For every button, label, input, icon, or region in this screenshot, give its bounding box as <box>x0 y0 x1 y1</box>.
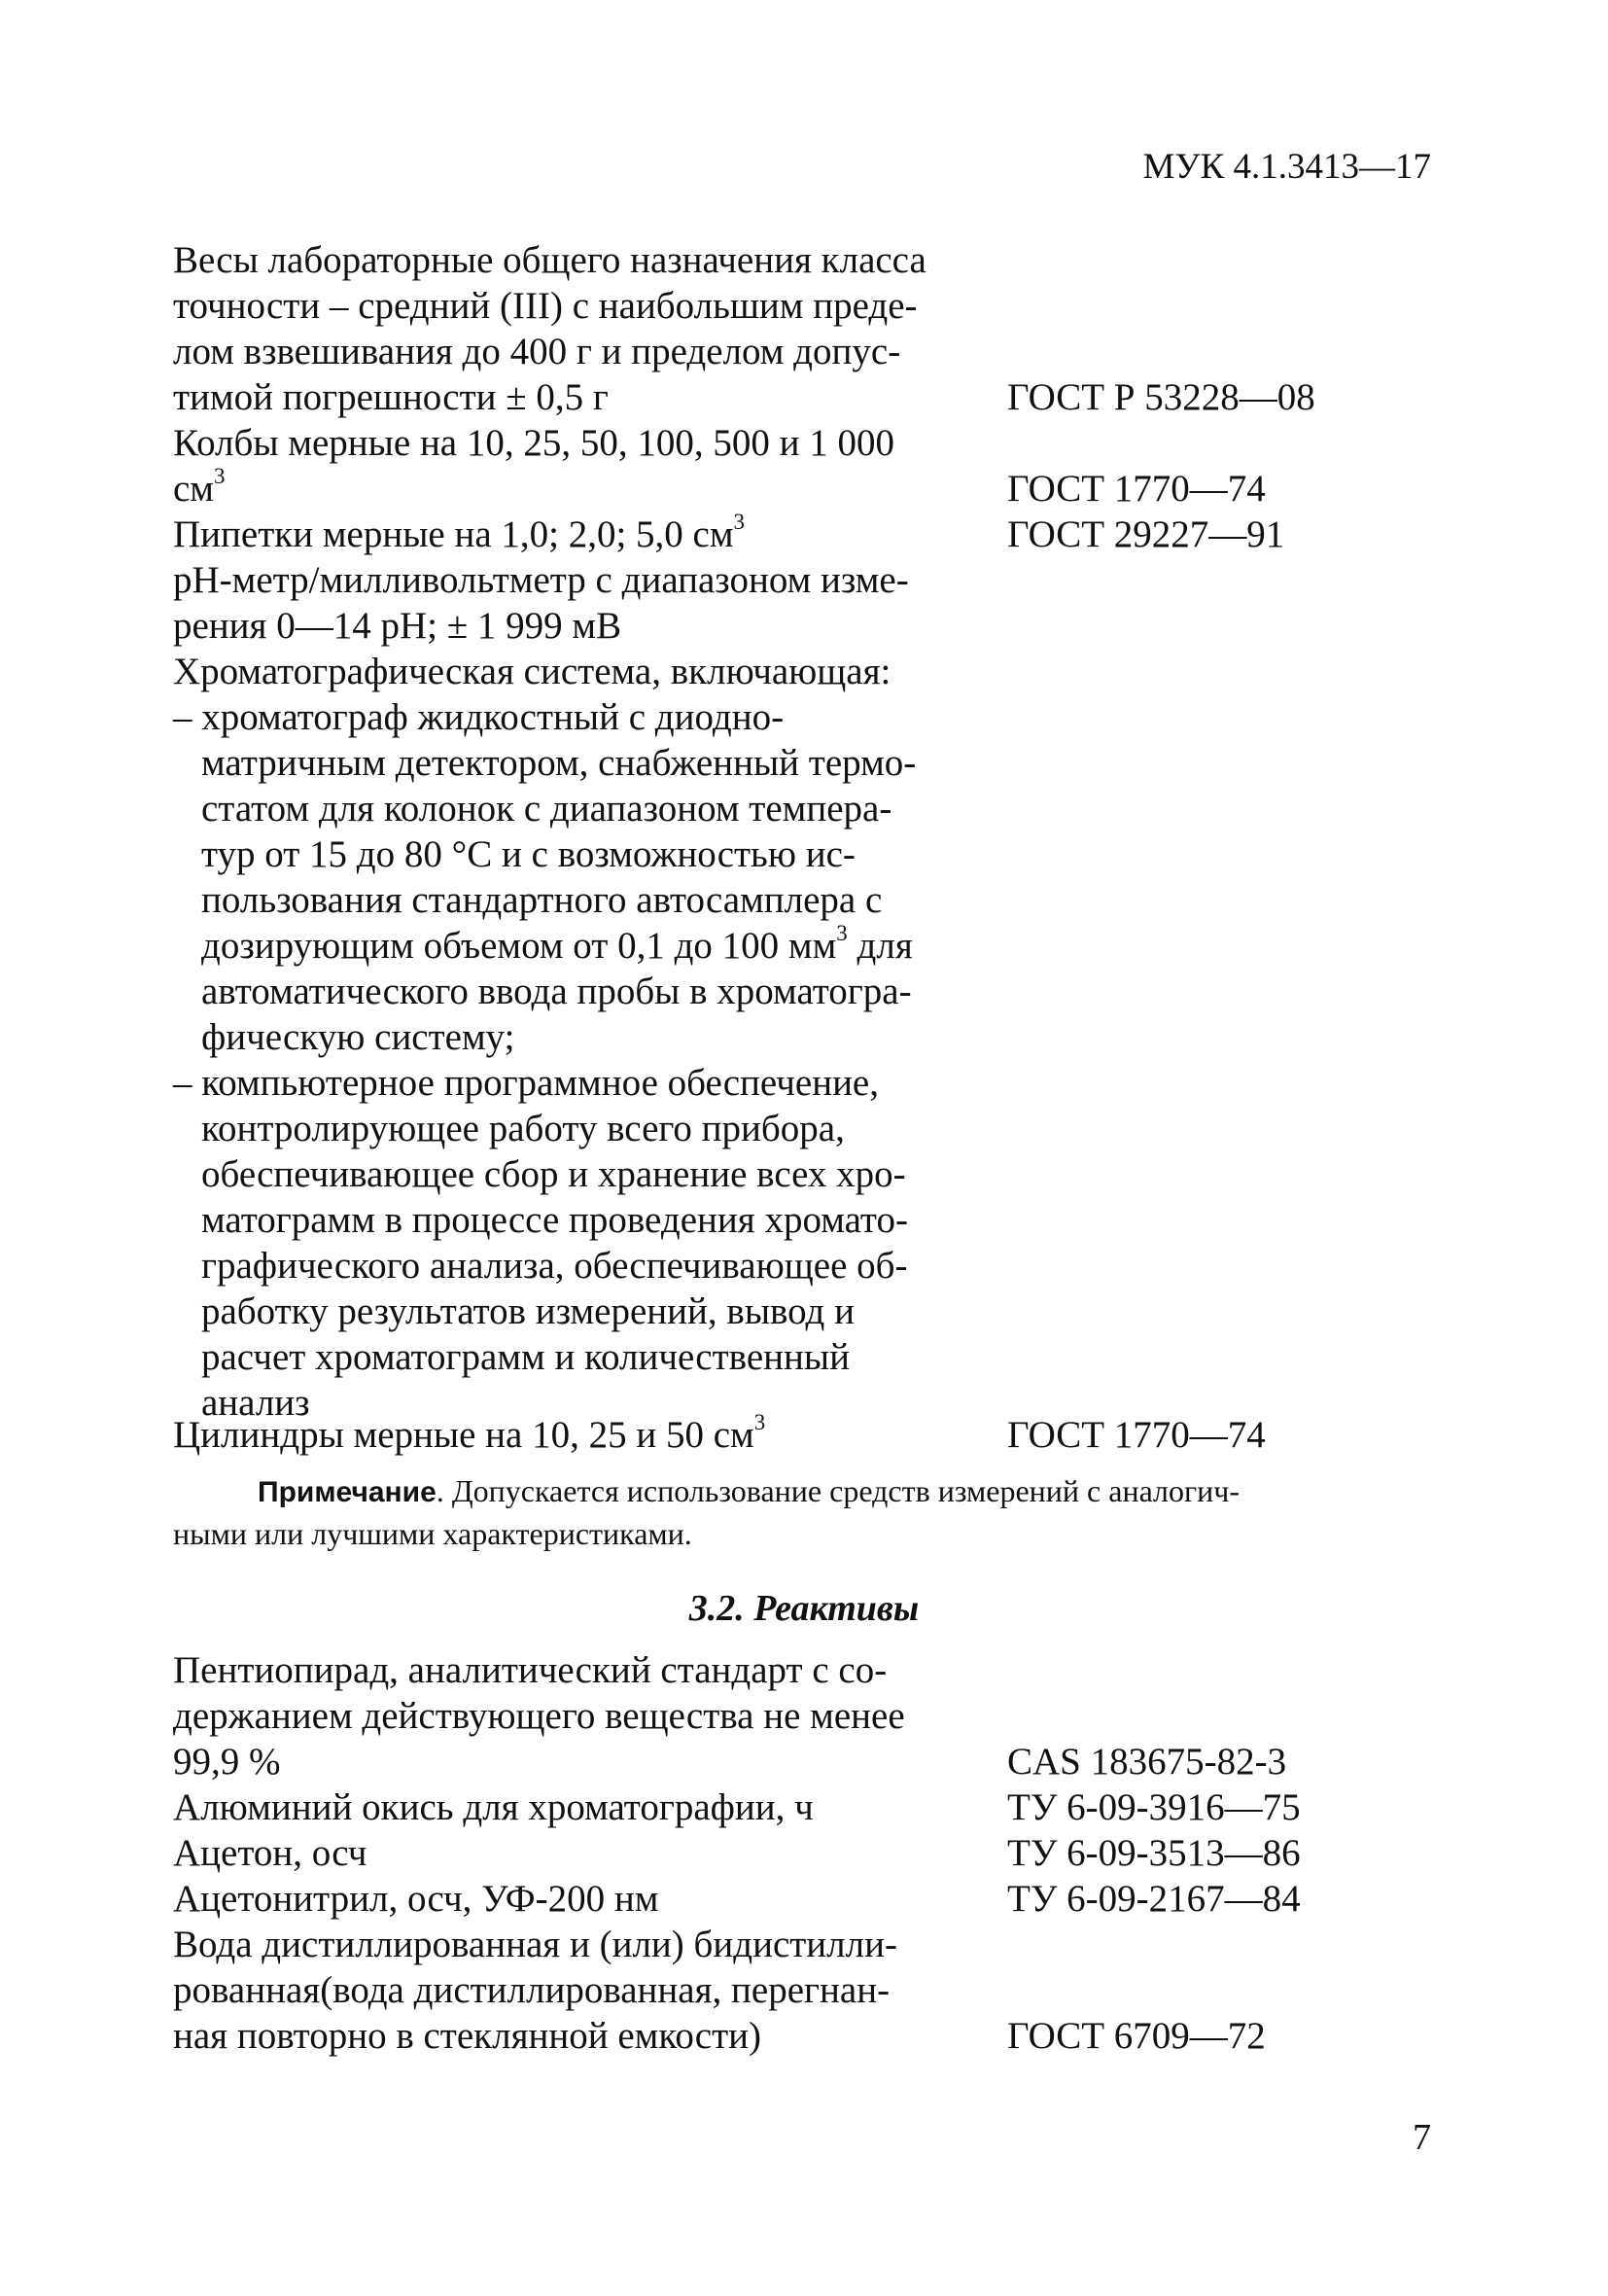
text-fragment: дозирующим объемом от 0,1 до 100 мм <box>201 925 837 967</box>
text-line: тимой погрешности ± 0,5 г <box>173 376 609 418</box>
superscript: 3 <box>836 921 848 945</box>
item-description <box>173 1784 1009 1830</box>
text-line: автоматического ввода пробы в хроматогра- <box>201 971 912 1012</box>
text-line: Хроматографическая система, включающая: <box>173 651 891 692</box>
item-description <box>173 237 1009 420</box>
reagent-item <box>173 1922 1437 2059</box>
text-line: лом взвешивания до 400 г и пределом допус- <box>173 331 901 372</box>
standard-reference: ГОСТ Р 53228—08 <box>1007 376 1315 418</box>
text-fragment: для <box>847 925 913 967</box>
reagent-item <box>173 1784 1437 1830</box>
item-description <box>173 1922 1009 2059</box>
item-description <box>173 694 1009 1243</box>
text-line: фическую систему; <box>201 1016 515 1058</box>
text-line: тур от 15 до 80 °С и с возможностью ис- <box>201 833 856 875</box>
text-line-with-unit <box>173 923 1009 969</box>
item-description <box>173 557 1009 649</box>
item-description <box>173 1412 1009 1458</box>
standard-reference: ГОСТ 1770—74 <box>1007 468 1266 510</box>
text-line: точности – средний (III) с наибольшим преде- <box>173 285 918 327</box>
note-text: . Допускается использование средств измерений с аналогич- <box>436 1473 1241 1508</box>
text-line: работку результатов измерений, вывод и <box>201 1290 856 1332</box>
standard-reference: ГОСТ 1770—74 <box>1007 1414 1266 1456</box>
standard-reference: CAS 183675-82-3 <box>1007 1741 1287 1783</box>
superscript: 3 <box>733 510 746 534</box>
text-line: Алюминий окись для хроматографии, ч <box>173 1786 814 1828</box>
text-line: рН-метр/милливольтметр с диапазоном изме- <box>173 559 909 601</box>
document-code: МУК 4.1.3413—17 <box>1142 147 1431 187</box>
item-description <box>173 649 1009 694</box>
text-line: рения 0—14 рН; ± 1 999 мВ <box>173 605 622 647</box>
standard-reference: ГОСТ 6709—72 <box>1007 2015 1266 2057</box>
note-label: Примечание <box>258 1476 437 1508</box>
item-description <box>173 1876 1009 1922</box>
text-line: ная повторно в стеклянной емкости) <box>173 2015 762 2057</box>
reagent-item <box>173 1876 1437 1922</box>
text-line: – компьютерное программное обеспечение, <box>173 1062 879 1104</box>
standard-reference: ТУ 6-09-2167—84 <box>1007 1878 1301 1920</box>
text-line: Ацетонитрил, осч, УФ-200 нм <box>173 1878 659 1920</box>
standard-reference: ГОСТ 29227—91 <box>1007 513 1285 555</box>
text-line: анализ <box>201 1382 310 1424</box>
text-line: Весы лабораторные общего назначения класса <box>173 239 926 281</box>
text-line-with-unit <box>173 466 1009 512</box>
text-line: расчет хроматограмм и количественный <box>201 1336 850 1378</box>
reagent-item <box>173 1830 1437 1876</box>
note-line: ными или лучшими характеристиками. <box>173 1516 692 1551</box>
item-description <box>173 1830 1009 1876</box>
text-line: держанием действующего вещества не менее <box>173 1695 905 1737</box>
item-description <box>173 1243 1009 1426</box>
equipment-item <box>173 512 1437 557</box>
standard-reference: ТУ 6-09-3916—75 <box>1007 1786 1301 1828</box>
note-line <box>173 1470 1433 1513</box>
equipment-item <box>173 557 1437 649</box>
text-line: контролирующее работу всего прибора, <box>201 1108 845 1149</box>
text-line: Вода дистиллированная и (или) бидистилли- <box>173 1924 897 1965</box>
equipment-item <box>173 1412 1437 1458</box>
note-paragraph <box>173 1470 1433 1554</box>
text-line: Ацетон, осч <box>173 1832 367 1874</box>
equipment-item <box>173 1243 1437 1426</box>
page-number: 7 <box>1413 2117 1431 2158</box>
item-description <box>173 420 1009 512</box>
text-line: Пентиопирад, аналитический стандарт с со- <box>173 1649 888 1691</box>
equipment-item <box>173 649 1437 694</box>
text-line: статом для колонок с диапазоном темпера- <box>201 788 892 830</box>
text-line: Колбы мерные на 10, 25, 50, 100, 500 и 1 000 <box>173 422 894 464</box>
text-line: – хроматограф жидкостный с диодно- <box>173 696 785 738</box>
text-line: рованная(вода дистиллированная, перегнан- <box>173 1969 891 2011</box>
text-fragment: Цилиндры мерные на 10, 25 и 50 см <box>173 1414 754 1456</box>
item-description <box>173 512 1009 557</box>
text-line: пользования стандартного автосамплера с <box>201 879 883 921</box>
text-line-with-unit <box>173 1412 1009 1458</box>
section-heading: 3.2. Реактивы <box>688 1588 920 1629</box>
equipment-item <box>173 420 1437 512</box>
reagent-item <box>173 1647 1437 1784</box>
text-line: 99,9 % <box>173 1741 281 1783</box>
text-line-with-unit <box>173 512 1009 557</box>
text-line: графического анализа, обеспечивающее об- <box>201 1245 908 1287</box>
text-line: матричным детектором, снабженный термо- <box>201 742 917 784</box>
equipment-item <box>173 694 1437 1243</box>
standard-reference: ТУ 6-09-3513—86 <box>1007 1832 1301 1874</box>
equipment-item <box>173 237 1437 420</box>
superscript: 3 <box>214 464 226 488</box>
text-fragment: Пипетки мерные на 1,0; 2,0; 5,0 см <box>173 513 734 555</box>
text-line: матограмм в процессе проведения хромато- <box>201 1199 908 1241</box>
text-line: обеспечивающее сбор и хранение всех хро- <box>201 1153 906 1195</box>
superscript: 3 <box>753 1410 766 1434</box>
item-description <box>173 1647 1009 1784</box>
text-fragment: см <box>173 468 214 510</box>
